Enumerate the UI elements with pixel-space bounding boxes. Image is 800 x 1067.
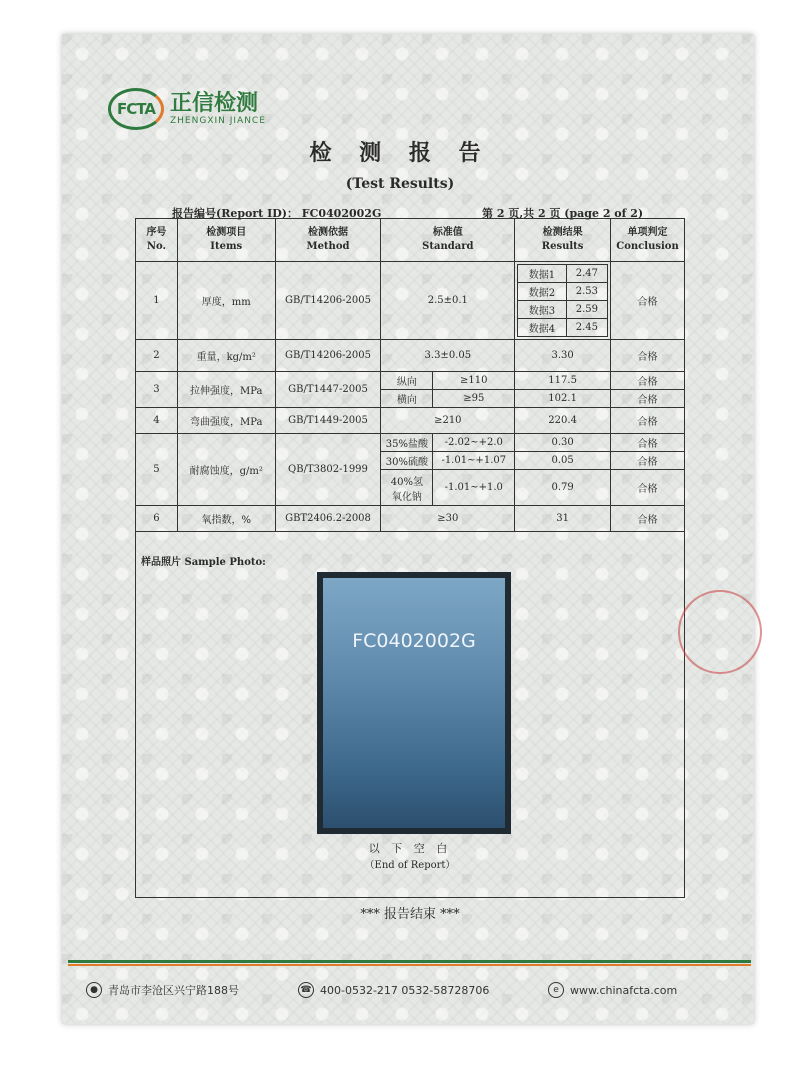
footer-green-stripe	[68, 960, 751, 963]
report-subtitle: (Test Results)	[345, 176, 455, 192]
row-no: 3	[136, 372, 178, 408]
row-no: 4	[136, 408, 178, 434]
row-conclusion: 合格	[611, 262, 685, 340]
table-row	[136, 340, 685, 372]
row-item: 氧指数，%	[177, 506, 275, 532]
sub-label: 纵向	[381, 372, 433, 390]
row-item: 拉伸强度，MPa	[177, 372, 275, 408]
result-label: 数据3	[518, 301, 567, 319]
footer-phone	[298, 982, 489, 998]
row-method: GB/T1447-2005	[275, 372, 381, 408]
row-method: GBT2406.2-2008	[275, 506, 381, 532]
row-conclusion: 合格	[611, 408, 685, 434]
header-results: 检测结果 Results	[515, 219, 611, 262]
result-value: 2.45	[566, 319, 607, 337]
results-table	[135, 218, 685, 532]
report-id: 报告编号(Report ID)： FC0402002G	[172, 207, 382, 220]
row-results	[515, 262, 611, 340]
red-seal-stamp	[678, 590, 762, 674]
header-conclusion: 单项判定 Conclusion	[611, 219, 685, 262]
sub-conclusion: 合格	[611, 470, 685, 506]
result-value: 2.47	[566, 265, 607, 283]
logo-english-name: ZHENGXIN JIANCE	[170, 116, 266, 126]
sub-conclusion: 合格	[611, 390, 685, 408]
sub-label: 30%硫酸	[381, 452, 433, 470]
sub-standard: ≥110	[433, 372, 515, 390]
result-label: 数据2	[518, 283, 567, 301]
sub-conclusion: 合格	[611, 372, 685, 390]
location-pin-icon: ●	[86, 982, 102, 998]
address-text: 青岛市李沧区兴宁路188号	[108, 984, 239, 997]
result-label: 数据1	[518, 265, 567, 283]
sub-result: 117.5	[515, 372, 611, 390]
result-value: 2.59	[566, 301, 607, 319]
table-row	[136, 434, 685, 452]
report-end-marker: *** 报告结束 ***	[360, 907, 460, 922]
web-icon: e	[548, 982, 564, 998]
row-item: 厚度，mm	[177, 262, 275, 340]
phone-icon: ☎	[298, 982, 314, 998]
row-method: QB/T3802-1999	[275, 434, 381, 506]
sub-standard: ≥95	[433, 390, 515, 408]
sample-photo-label: 样品照片 Sample Photo:	[141, 557, 266, 568]
sub-conclusion: 合格	[611, 434, 685, 452]
page-number: 第 2 页,共 2 页 (page 2 of 2)	[482, 207, 644, 220]
sub-result: 0.30	[515, 434, 611, 452]
row-result: 31	[515, 506, 611, 532]
phone-text: 400-0532-217 0532-58728706	[320, 983, 490, 997]
row-result: 220.4	[515, 408, 611, 434]
end-of-report-en: （End of Report）	[364, 860, 456, 871]
row-standard: 3.3±0.05	[381, 340, 515, 372]
row-no: 2	[136, 340, 178, 372]
sub-label: 35%盐酸	[381, 434, 433, 452]
table-row	[136, 262, 685, 340]
row-method: GB/T1449-2005	[275, 408, 381, 434]
footer-address	[86, 982, 239, 998]
row-item: 耐腐蚀度，g/m²	[177, 434, 275, 506]
row-item: 重量，kg/m²	[177, 340, 275, 372]
header-no: 序号 No.	[136, 219, 178, 262]
sub-standard: -1.01~+1.0	[433, 470, 515, 506]
row-standard: ≥210	[381, 408, 515, 434]
table-row	[136, 372, 685, 390]
logo-chinese-name: 正信检测	[170, 91, 259, 116]
sub-result: 0.05	[515, 452, 611, 470]
sub-standard: -1.01~+1.07	[433, 452, 515, 470]
table-row	[136, 408, 685, 434]
sample-photo-code: FC0402002G	[352, 630, 476, 652]
footer-website	[548, 982, 677, 998]
row-no: 1	[136, 262, 178, 340]
sub-result: 102.1	[515, 390, 611, 408]
sub-label: 40%氢氧化钠	[381, 470, 433, 506]
row-method: GB/T14206-2005	[275, 340, 381, 372]
fcta-logo-mark: FCTA	[108, 88, 164, 130]
result-label: 数据4	[518, 319, 567, 337]
result-value: 2.53	[566, 283, 607, 301]
footer-orange-stripe	[68, 964, 751, 966]
row-no: 6	[136, 506, 178, 532]
row-conclusion: 合格	[611, 340, 685, 372]
row-item: 弯曲强度，MPa	[177, 408, 275, 434]
row-conclusion: 合格	[611, 506, 685, 532]
sample-photo	[317, 572, 511, 834]
website-text: www.chinafcta.com	[570, 983, 678, 997]
sub-result: 0.79	[515, 470, 611, 506]
sub-label: 横向	[381, 390, 433, 408]
row-result: 3.30	[515, 340, 611, 372]
row-standard: 2.5±0.1	[381, 262, 515, 340]
company-logo	[108, 88, 266, 130]
header-items: 检测项目 Items	[177, 219, 275, 262]
report-title: 检 测 报 告	[309, 140, 491, 166]
table-row	[136, 506, 685, 532]
table-header-row	[136, 219, 685, 262]
header-standard: 标准值 Standard	[381, 219, 515, 262]
row-standard: ≥30	[381, 506, 515, 532]
end-of-report-cn: 以 下 空 白	[368, 842, 452, 855]
header-method: 检测依据 Method	[275, 219, 381, 262]
sub-conclusion: 合格	[611, 452, 685, 470]
sub-standard: -2.02~+2.0	[433, 434, 515, 452]
row-method: GB/T14206-2005	[275, 262, 381, 340]
row-no: 5	[136, 434, 178, 506]
